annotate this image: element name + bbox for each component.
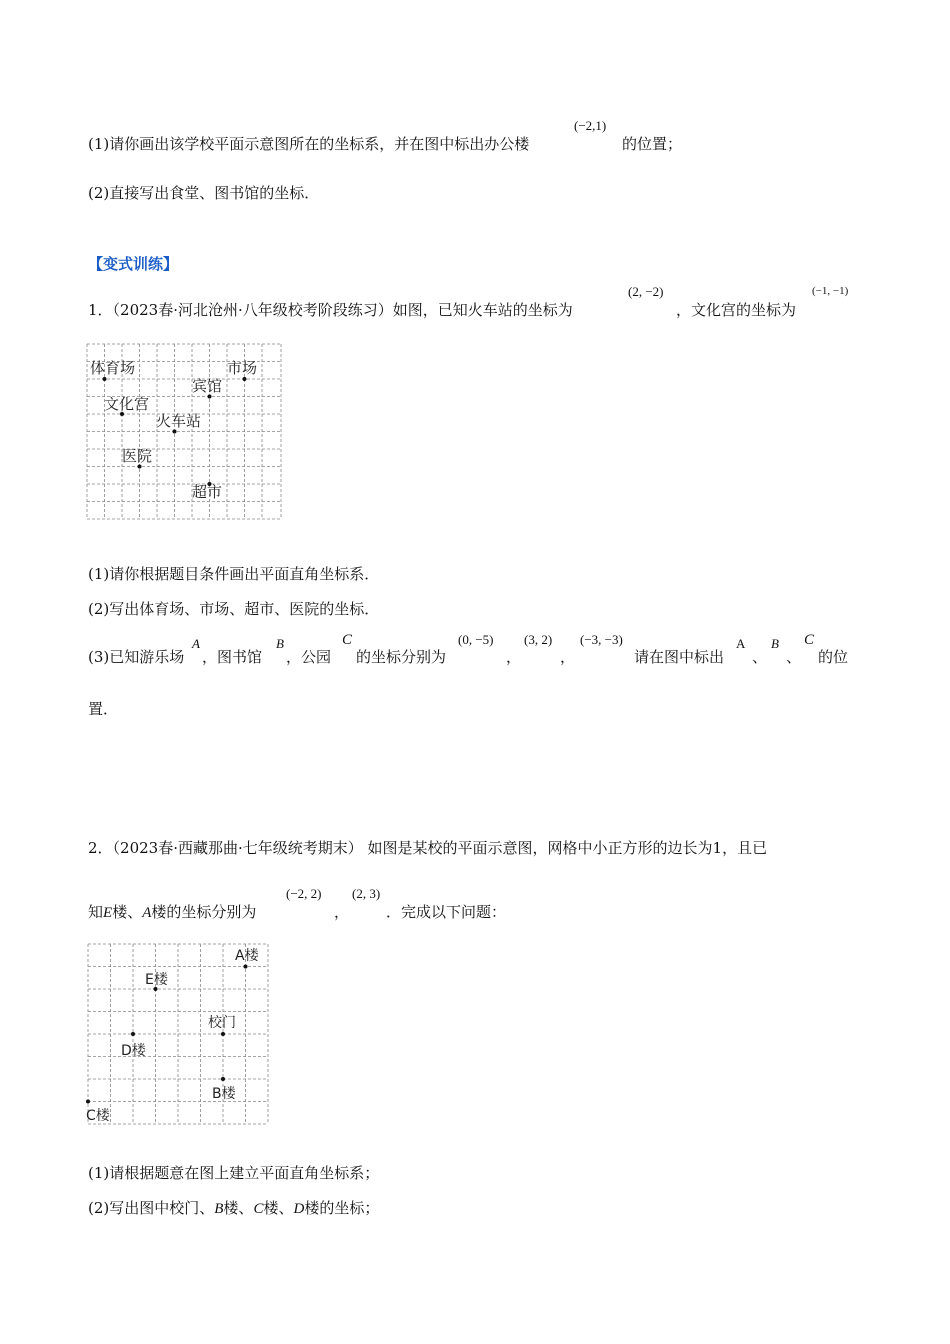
- ex1-intro-mid: ，文化宫的坐标为: [676, 301, 797, 319]
- coord-A: (0, −5): [458, 632, 494, 647]
- ex1-q3-end: 的位: [818, 648, 849, 666]
- hospital-point: [138, 465, 142, 469]
- c-bldg-point: [86, 1100, 90, 1104]
- ex1-q3-dun2: 、: [786, 648, 802, 666]
- point-B-label: B: [276, 636, 284, 651]
- ex1-q3-sep2: ，: [560, 648, 576, 666]
- point-C-label: C: [342, 632, 353, 648]
- mark-C: C: [804, 632, 815, 648]
- map2-grid-lines: [88, 944, 268, 1124]
- coord-A-bldg: (2, 3): [352, 886, 381, 901]
- ex2-line2-end: ．完成以下问题：: [386, 903, 507, 921]
- question-1-tail: 的位置；: [622, 135, 683, 153]
- ex1-q3-coords-text: 的坐标分别为: [356, 648, 447, 666]
- ex1-intro: [88, 299, 573, 320]
- ex2-intro: 2．（2023春·西藏那曲·七年级统考期末） 如图是某校的平面示意图，网格中小正方形的边长为1，且已: [88, 839, 768, 857]
- B-label: B: [214, 1201, 224, 1217]
- d-bldg-point: [131, 1032, 135, 1036]
- mark-B: B: [771, 636, 779, 651]
- ex2-question-2: [88, 1197, 379, 1218]
- C-label: C: [253, 1201, 264, 1217]
- point-A-label: A: [192, 636, 200, 651]
- coord-C: (−3, −3): [580, 632, 623, 647]
- ex2-line2-b: 楼、: [112, 903, 143, 921]
- gate-label: 校门: [208, 1015, 236, 1031]
- hotel-point: [208, 395, 212, 399]
- ex1-question-2: (2)写出体育场、市场、超市、医院的坐标．: [88, 600, 380, 618]
- ex2-line2-c: 楼的坐标分别为: [151, 903, 257, 921]
- ex1-q3-dun1: 、: [752, 648, 768, 666]
- mark-A: A: [736, 636, 746, 651]
- map1-grid: [86, 343, 284, 521]
- hospital-label: 医院: [122, 447, 153, 465]
- culture-label: 文化宫: [104, 395, 150, 413]
- ex1-intro-text: 1．（2023春·河北沧州·八年级校考阶段练习）如图，已知火车站的坐标为: [88, 301, 573, 319]
- coord-B: (3, 2): [524, 632, 553, 647]
- ex1-question-1: (1)请你根据题目条件画出平面直角坐标系．: [88, 565, 380, 583]
- train-point: [173, 430, 177, 434]
- question-1-line: [88, 133, 529, 154]
- ex1-question-3-start: (3)已知游乐场: [88, 648, 185, 666]
- a-bldg-label: A楼: [235, 948, 259, 964]
- train-coordinate: (2, −2): [628, 284, 664, 299]
- ex2-question-1: (1)请根据题意在图上建立平面直角坐标系；: [88, 1164, 380, 1182]
- ex2-line2: [88, 901, 256, 922]
- hotel-label: 宾馆: [192, 377, 223, 395]
- stadium-point: [103, 377, 107, 381]
- section-title: 【变式训练】: [88, 255, 179, 273]
- market-point: [243, 377, 247, 381]
- E-label: E: [103, 905, 113, 921]
- train-label: 火车站: [156, 412, 202, 430]
- stadium-label: 体育场: [90, 359, 136, 377]
- culture-coordinate: (−1, −1): [812, 285, 849, 297]
- ex1-q3-library: ，图书馆: [202, 648, 263, 666]
- question-1-text: (1)请你画出该学校平面示意图所在的坐标系，并在图中标出办公楼: [88, 135, 530, 153]
- supermarket-label: 超市: [192, 483, 223, 501]
- ex2-q2-start: (2)写出图中校门、: [88, 1199, 215, 1217]
- office-coordinate: (−2,1): [574, 118, 607, 133]
- ex2-sep: ，: [334, 903, 350, 921]
- map2-grid: [86, 942, 272, 1126]
- c-bldg-label: C楼: [86, 1108, 110, 1124]
- coord-E: (−2, 2): [286, 886, 322, 901]
- ex2-q2-d: 楼的坐标；: [304, 1199, 380, 1217]
- gate-point: [221, 1032, 225, 1036]
- D-label: D: [293, 1201, 305, 1217]
- ex1-q3-mark-text: 请在图中标出: [634, 648, 725, 666]
- b-bldg-label: B楼: [212, 1086, 236, 1102]
- A-label: A: [142, 905, 152, 921]
- b-bldg-point: [221, 1077, 225, 1081]
- ex2-q2-b: 楼、: [223, 1199, 254, 1217]
- question-2-line: (2)直接写出食堂、图书馆的坐标．: [88, 184, 320, 202]
- a-bldg-point: [244, 965, 248, 969]
- e-bldg-label: E楼: [145, 972, 168, 988]
- ex2-line2-start: 知: [88, 903, 104, 921]
- d-bldg-label: D楼: [121, 1043, 146, 1059]
- market-label: 市场: [227, 359, 258, 377]
- ex2-q2-c: 楼、: [263, 1199, 294, 1217]
- ex1-q3-sep1: ，: [506, 648, 522, 666]
- ex1-q3-park: ，公园: [286, 648, 332, 666]
- ex1-question-3-wrap: 置．: [88, 700, 119, 718]
